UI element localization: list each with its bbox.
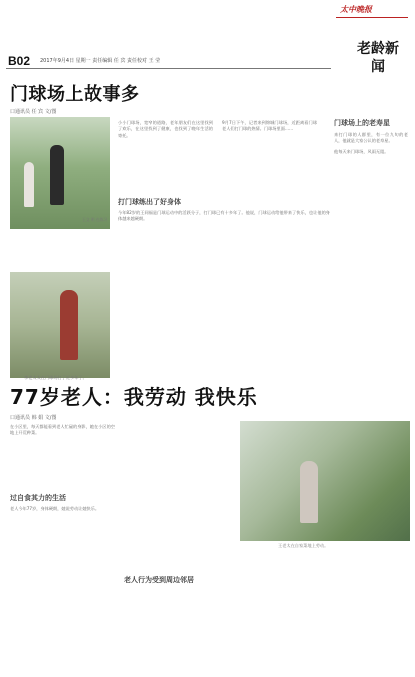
article1-para: 9月7日下午，记者来到锦城门球场，近距离看门球老人们打门球的热情。门球场里面…… — [222, 120, 317, 132]
article2-title: 77岁老人：我劳动 我快乐 — [10, 385, 258, 409]
header-rule — [6, 68, 331, 69]
section-name: 老龄新闻 — [357, 41, 399, 75]
photo-woman-playing-croquet — [10, 272, 110, 378]
right-column-title: 门球场上的老寿星 — [334, 119, 390, 127]
photo-figure — [300, 461, 318, 523]
photo-figure — [50, 145, 64, 205]
article1-title: 门球场上故事多 — [10, 84, 140, 105]
right-column — [334, 118, 408, 155]
page-meta: 2017年9月4日 星期一 责任编辑 任 宾 责任校对 王 莹 — [40, 58, 161, 64]
page-header — [0, 0, 415, 90]
article2-subhead: 老人行为受到周边邻居 — [124, 576, 194, 584]
article2-para: 在小区里，每天都能看到老人忙碌的身影，她在小区的空地上开荒种菜。 — [10, 424, 115, 436]
paper-logo: 太中晚报 — [340, 4, 372, 14]
right-column-para: 来打门球的人群里，有一位九旬的老人，他就是大家公认的老寿星。 — [334, 132, 408, 144]
article1-photos — [10, 117, 110, 372]
photo-figure — [24, 162, 34, 207]
article2-subhead: 过自食其力的生活 — [10, 494, 66, 502]
photo-men-playing-croquet — [10, 117, 110, 229]
photo-figure — [60, 290, 78, 360]
article1-byline: 口通讯员 任 宾 文/图 — [10, 109, 57, 115]
article2-para: 老人今年77岁，身体硬朗，她说劳动让她快乐。 — [10, 506, 100, 511]
page-number: B02 — [8, 54, 31, 68]
photo-woman-gardening — [240, 421, 410, 541]
photo-side-caption: 王文 明 在练习 — [82, 217, 108, 222]
article2-photo-caption: 王老太在自家菜地上劳动。 — [278, 543, 329, 548]
article1-photo-caption: 李老太太在门球场打了近多年了。 — [24, 375, 87, 380]
article2-byline: 口通讯员 韩 娟 文/图 — [10, 415, 57, 421]
article1-subhead: 打门球练出了好身体 — [118, 198, 181, 206]
article1-para: 今年82岁的王同福是门球运动中的活跃分子，打门球已有十多年了。他说，门球运动给他带来了快乐，也让他的身体越来越硬朗。 — [118, 210, 330, 222]
article1-para: 小小门球场，宽窄的道路，老年朋友们在这里找到了欢乐，在这里找到了健康，也找到了晚年生活的寄托。 — [118, 120, 213, 138]
right-column-para: 他每天来门球场，风雨无阻。 — [334, 148, 389, 154]
logo-rule — [336, 17, 408, 18]
